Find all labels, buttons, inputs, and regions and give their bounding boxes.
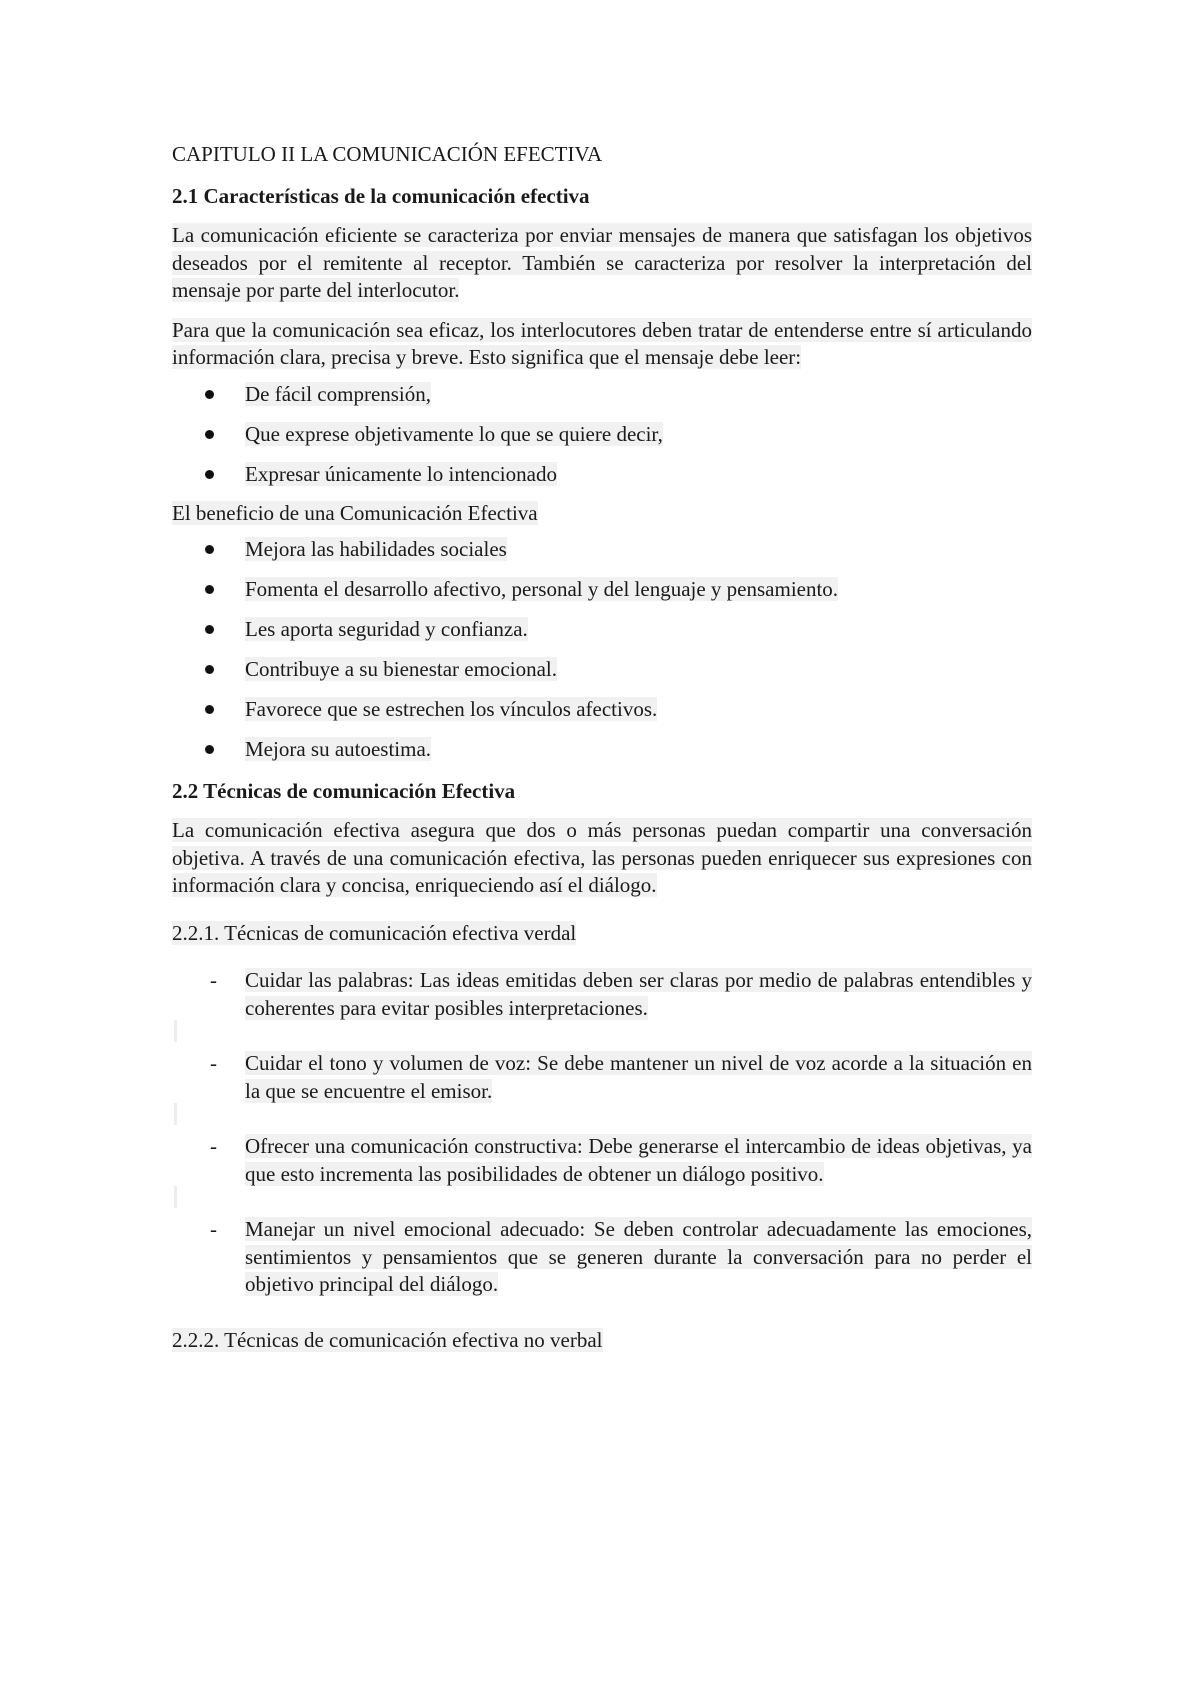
dash-marker: - xyxy=(210,1134,217,1158)
section-heading-2-1: 2.1 Características de la comunicación efectiva xyxy=(172,184,590,208)
document-body xyxy=(172,140,1032,1354)
list-item: Mejora las habilidades sociales xyxy=(172,535,1032,563)
list-item: - Cuidar el tono y volumen de voz: Se debe mantener un nivel de voz acorde a la situación en la que se encuentre el emisor. xyxy=(172,1050,1032,1105)
dash-list-verbal-techniques xyxy=(172,967,1032,1299)
bullet-icon xyxy=(205,390,214,399)
dash-marker: - xyxy=(210,1051,217,1075)
bullet-icon xyxy=(205,585,214,594)
bullet-icon xyxy=(205,470,214,479)
bullet-list-benefits xyxy=(172,535,1032,763)
list-item: Mejora su autoestima. xyxy=(172,735,1032,763)
bullet-icon xyxy=(205,430,214,439)
list-item: - Cuidar las palabras: Las ideas emitidas deben ser claras por medio de palabras entendibles y coherentes para evitar posibles interpretaciones. xyxy=(172,967,1032,1022)
list-item: Fomenta el desarrollo afectivo, personal y del lenguaje y pensamiento. xyxy=(172,575,1032,603)
bullet-icon xyxy=(205,745,214,754)
list-item: Contribuye a su bienestar emocional. xyxy=(172,655,1032,683)
list-item: - Manejar un nivel emocional adecuado: Se deben controlar adecuadamente las emociones, sentimientos y pensamientos que se generen durante la conversación para no perder el objetivo principal del diálogo. xyxy=(210,1217,1032,1296)
paragraph-mark xyxy=(174,1103,177,1125)
bullet-icon xyxy=(205,665,214,674)
paragraph-characteristics: La comunicación eficiente se caracteriza por enviar mensajes de manera que satisfagan los objetivos deseados por el remitente al receptor. También se caracteriza por resolver la interpretación del mensaje por parte del interlocutor. xyxy=(172,223,1032,302)
list-item: Favorece que se estrechen los vínculos afectivos. xyxy=(172,695,1032,723)
section-heading-2-2: 2.2 Técnicas de comunicación Efectiva xyxy=(172,779,516,803)
dash-marker: - xyxy=(210,1217,217,1241)
subsection-heading-2-2-2: 2.2.2. Técnicas de comunicación efectiva no verbal xyxy=(172,1327,603,1352)
list-item: - Ofrecer una comunicación constructiva: Debe generarse el intercambio de ideas objetivas, ya que esto incrementa las posibilidades de obtener un diálogo positivo. xyxy=(172,1133,1032,1188)
paragraph-mark xyxy=(174,1020,177,1042)
list-item: Expresar únicamente lo intencionado xyxy=(172,460,1032,488)
subsection-heading-2-2-1: 2.2.1. Técnicas de comunicación efectiva verdal xyxy=(172,920,577,945)
benefit-intro: El beneficio de una Comunicación Efectiva xyxy=(172,500,538,525)
bullet-icon xyxy=(205,625,214,634)
bullet-icon xyxy=(205,705,214,714)
bullet-icon xyxy=(205,545,214,554)
list-item: De fácil comprensión, xyxy=(172,380,1032,408)
dash-marker: - xyxy=(210,968,217,992)
chapter-title: CAPITULO II LA COMUNICACIÓN EFECTIVA xyxy=(172,142,603,166)
paragraph-techniques-intro: La comunicación efectiva asegura que dos o más personas puedan compartir una conversación objetiva. A través de una comunicación efectiva, las personas pueden enriquecer sus expresiones con información clara y concisa, enriqueciendo así el diálogo. xyxy=(172,818,1032,897)
paragraph-effectiveness: Para que la comunicación sea eficaz, los interlocutores deben tratar de entenderse entre sí articulando información clara, precisa y breve. Esto significa que el mensaje debe leer: xyxy=(172,317,1032,369)
list-item: Les aporta seguridad y confianza. xyxy=(172,615,1032,643)
list-item: Que exprese objetivamente lo que se quiere decir, xyxy=(172,420,1032,448)
bullet-list-message-qualities xyxy=(172,380,1032,488)
paragraph-mark xyxy=(174,1186,177,1208)
